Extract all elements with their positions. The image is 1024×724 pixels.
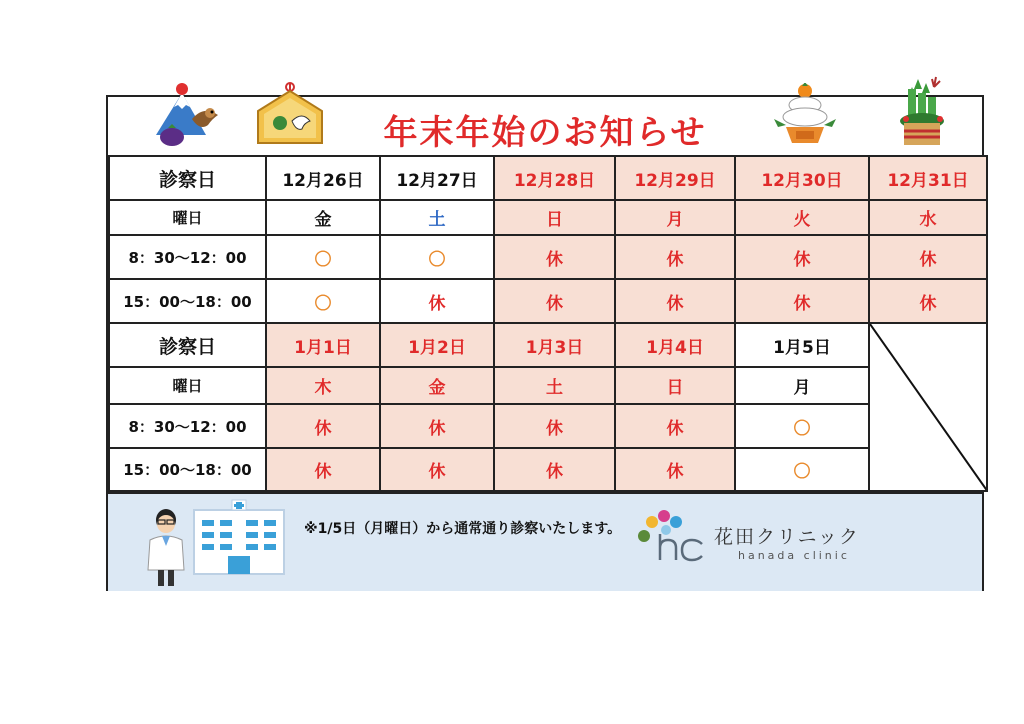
morning-cell: 休 <box>869 235 987 279</box>
afternoon-cell: 休 <box>266 448 380 491</box>
afternoon-cell: 〇 <box>735 448 869 491</box>
weekday-cell: 水 <box>869 200 987 235</box>
date-cell: 1月2日 <box>380 323 494 367</box>
clinic-name-romaji: hanada clinic <box>738 549 850 562</box>
hospital-building-icon <box>192 498 286 576</box>
weekday-cell: 日 <box>494 200 615 235</box>
morning-cell: 休 <box>380 404 494 448</box>
new-year-notice-sheet <box>106 95 984 591</box>
row-label-date: 診察日 <box>109 323 266 367</box>
date-cell: 12月28日 <box>494 156 615 200</box>
weekday-cell: 金 <box>380 367 494 404</box>
date-cell: 1月5日 <box>735 323 869 367</box>
morning-cell: 〇 <box>735 404 869 448</box>
row-label-afternoon: 15：00～18：00 <box>109 279 266 323</box>
page-title: 年末年始のお知らせ <box>383 113 707 153</box>
weekday-cell: 金 <box>266 200 380 235</box>
morning-cell: 休 <box>615 404 735 448</box>
morning-cell: 〇 <box>380 235 494 279</box>
morning-cell: 〇 <box>266 235 380 279</box>
afternoon-cell: 休 <box>380 448 494 491</box>
morning-cell: 休 <box>494 235 615 279</box>
date-cell: 1月4日 <box>615 323 735 367</box>
kadomatsu-icon <box>896 75 952 155</box>
row-label-afternoon: 15：00～18：00 <box>109 448 266 491</box>
morning-cell: 休 <box>494 404 615 448</box>
weekday-cell: 木 <box>266 367 380 404</box>
afternoon-cell: 休 <box>494 279 615 323</box>
date-cell: 12月27日 <box>380 156 494 200</box>
row-label-weekday: 曜日 <box>109 367 266 404</box>
weekday-cell: 月 <box>615 200 735 235</box>
weekday-cell: 月 <box>735 367 869 404</box>
schedule-table-december <box>108 155 988 324</box>
row-label-weekday: 曜日 <box>109 200 266 235</box>
date-cell: 12月30日 <box>735 156 869 200</box>
morning-cell: 休 <box>266 404 380 448</box>
weekday-cell: 日 <box>615 367 735 404</box>
row-label-date: 診察日 <box>109 156 266 200</box>
row-label-morning: 8：30～12：00 <box>109 404 266 448</box>
schedule-table-january <box>108 322 988 492</box>
title-row <box>108 97 982 157</box>
afternoon-cell: 休 <box>869 279 987 323</box>
weekday-cell: 土 <box>380 200 494 235</box>
date-cell: 1月1日 <box>266 323 380 367</box>
afternoon-cell: 休 <box>615 279 735 323</box>
doctor-icon <box>146 506 186 590</box>
morning-cell: 休 <box>615 235 735 279</box>
afternoon-cell: 休 <box>735 279 869 323</box>
row-label-morning: 8：30～12：00 <box>109 235 266 279</box>
diagonal-slash <box>870 324 987 491</box>
clinic-name: 花田クリニック <box>714 526 860 548</box>
date-cell: 1月3日 <box>494 323 615 367</box>
kagami-mochi-icon <box>772 83 838 153</box>
weekday-cell: 土 <box>494 367 615 404</box>
weekday-cell: 火 <box>735 200 869 235</box>
afternoon-cell: 休 <box>494 448 615 491</box>
footer-panel <box>108 492 982 591</box>
afternoon-cell: 休 <box>380 279 494 323</box>
date-cell: 12月26日 <box>266 156 380 200</box>
morning-cell: 休 <box>735 235 869 279</box>
date-cell: 12月31日 <box>869 156 987 200</box>
clinic-logo-icon <box>636 508 712 564</box>
afternoon-cell: 休 <box>615 448 735 491</box>
reopen-notice: ※1/5日（月曜日）から通常通り診察いたします。 <box>304 521 622 537</box>
date-cell: 12月29日 <box>615 156 735 200</box>
empty-slashed-cell <box>869 323 987 491</box>
afternoon-cell: 〇 <box>266 279 380 323</box>
